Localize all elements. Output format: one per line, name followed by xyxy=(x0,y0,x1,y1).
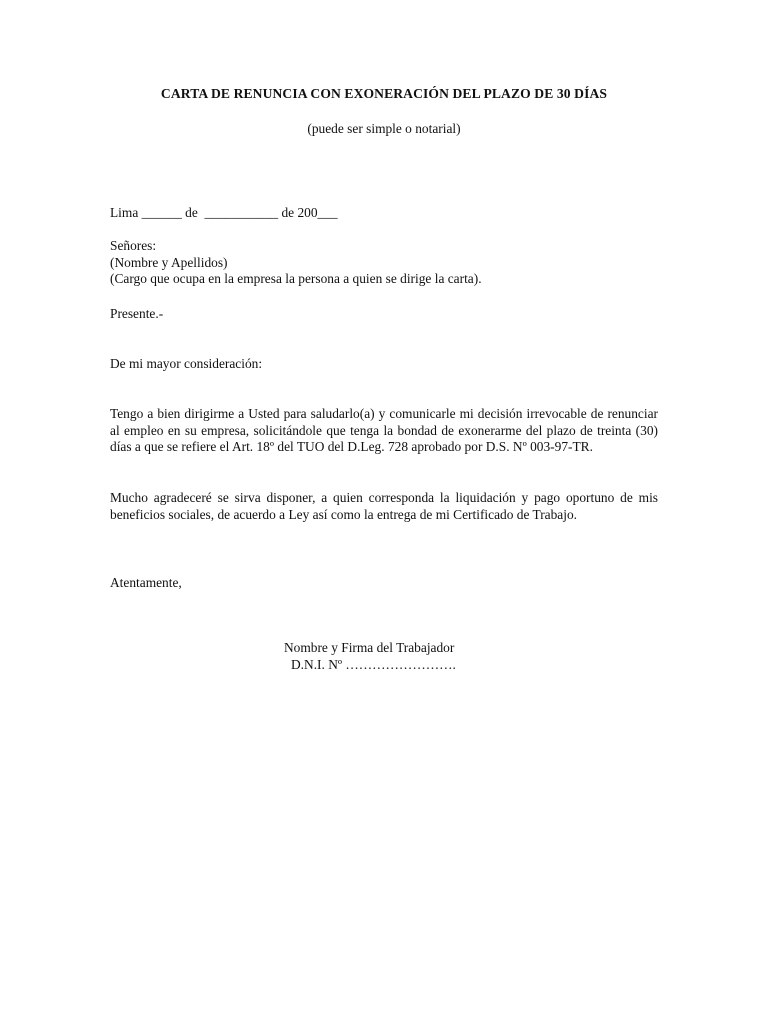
signature-name-line: Nombre y Firma del Trabajador xyxy=(284,640,455,655)
body-paragraph-2: Mucho agradeceré se sirva disponer, a quien corresponda la liquidación y pago oportuno de mis beneficios sociales, de acuerdo a Ley así como la entrega de mi Certificado de Trabajo. xyxy=(110,490,658,522)
date-line: Lima ______ de ___________ de 200___ xyxy=(110,205,338,220)
document-title: CARTA DE RENUNCIA CON EXONERACIÓN DEL PLAZO DE 30 DÍAS xyxy=(160,86,608,101)
document-subtitle: (puede ser simple o notarial) xyxy=(307,121,461,136)
closing-line: Atentamente, xyxy=(110,575,182,590)
greeting-line: De mi mayor consideración: xyxy=(110,356,263,371)
addressee-salutation: Señores: xyxy=(110,238,157,253)
addressee-block xyxy=(110,238,658,288)
body-paragraph-1: Tengo a bien dirigirme a Usted para saludarlo(a) y comunicarle mi decisión irrevocable de renunciar al empleo en su empresa, solicitándole que tenga la bondad de exonerarme del plazo de treinta (30) días a que se refiere el Art. 18º del TUO del D.Leg. 728 aprobado por D.S. Nº 003-97-TR. xyxy=(110,406,658,454)
addressee-position: (Cargo que ocupa en la empresa la persona a quien se dirige la carta). xyxy=(110,271,482,286)
signature-dni-line: D.N.I. Nº ……………………. xyxy=(291,656,456,672)
presente-line: Presente.- xyxy=(110,306,164,321)
addressee-name: (Nombre y Apellidos) xyxy=(110,254,228,270)
signature-block xyxy=(284,640,524,673)
